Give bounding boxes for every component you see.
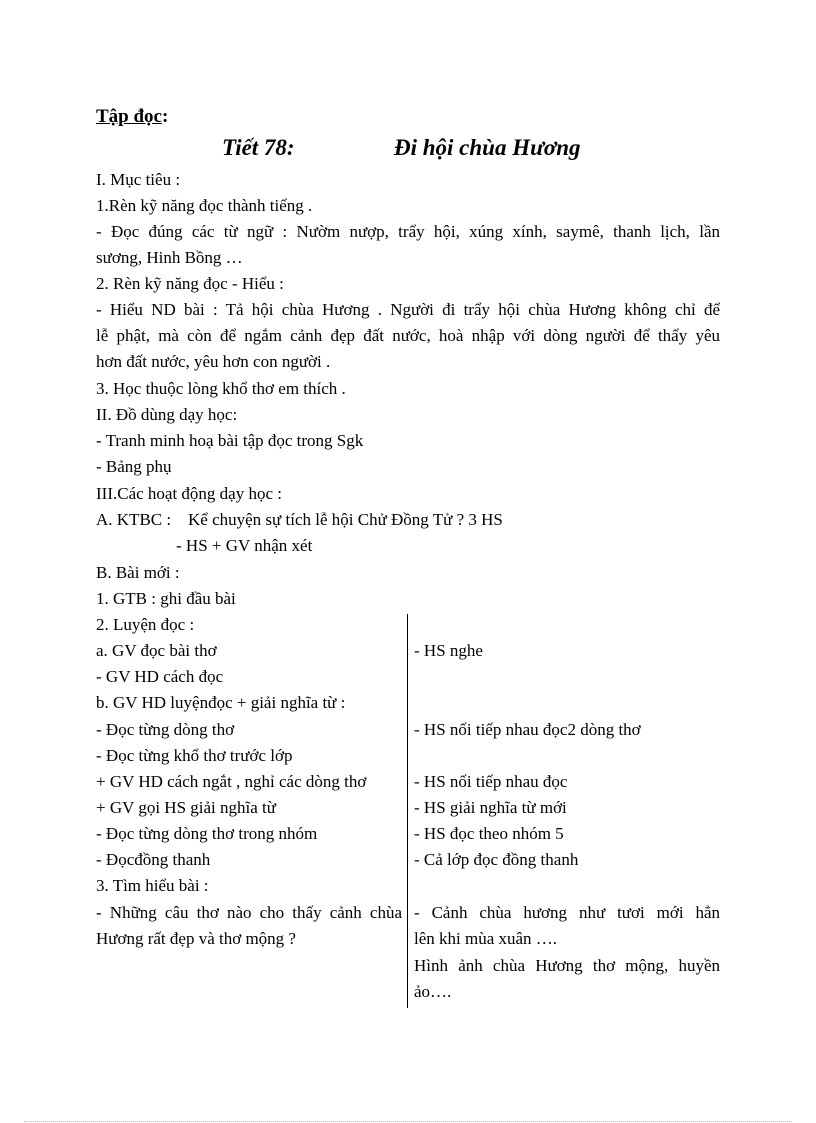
objective-2-line-1: - Hiểu ND bài : Tả hội chùa Hương . Người đi trẩy hội chùa Hương không chỉ để [96,300,720,319]
table-row-right: - HS nghe [414,641,483,660]
gtb-line: 1. GTB : ghi đầu bài [96,589,236,608]
objective-1-heading: 1.Rèn kỹ năng đọc thành tiếng . [96,196,313,215]
question-line-2: Hương rất đẹp và thơ mộng ? [96,929,296,948]
answer-line-1: - Cảnh chùa hương như tươi mới hẳn [414,903,720,922]
table-row-left: - Đọc từng dòng thơ trong nhóm [96,824,318,843]
materials-item-1: - Tranh minh hoạ bài tập đọc trong Sgk [96,431,364,450]
objectives-heading: I. Mục tiêu : [96,170,181,189]
materials-heading: II. Đồ dùng dạy học: [96,405,238,424]
question-line-1: - Những câu thơ nào cho thấy cảnh chùa [96,903,402,922]
answer-line-4: ảo…. [414,982,452,1001]
table-row-left: 3. Tìm hiểu bài : [96,876,209,895]
table-row-left: 2. Luyện đọc : [96,615,195,634]
page-bottom-border [24,1121,792,1122]
ktbc-label: A. KTBC : [96,510,172,529]
table-row-left: a. GV đọc bài thơ [96,641,217,660]
objective-1-line-2: sương, Hinh Bồng … [96,248,243,267]
objective-2-line-2: lễ phật, mà còn để ngắm cảnh đẹp đất nước, hoà nhập với dòng người để thấy yêu [96,326,720,345]
materials-item-2: - Bảng phụ [96,457,172,476]
objective-2-line-3: hơn đất nước, yêu hơn con người . [96,352,331,371]
answer-line-3: Hình ảnh chùa Hương thơ mộng, huyền [414,956,720,975]
ktbc-text: Kể chuyện sự tích lễ hội Chử Đồng Tử ? 3 HS [188,510,503,529]
subject-heading [96,104,168,130]
table-row-left: - Đọc từng dòng thơ [96,720,235,739]
answer-line-2: lên khi mùa xuân …. [414,929,558,948]
table-row-left: + GV gọi HS giải nghĩa từ [96,798,276,817]
objective-3: 3. Học thuộc lòng khổ thơ em thích . [96,379,346,398]
column-divider [407,614,408,1008]
table-row-left: + GV HD cách ngắt , nghỉ các dòng thơ [96,772,367,791]
objective-1-line-1: - Đọc đúng các từ ngữ : Nườm nượp, trẩy hội, xúng xính, saymê, thanh lịch, lần [96,222,720,241]
table-row-right: - HS nối tiếp nhau đọc2 dòng thơ [414,720,641,739]
activities-heading: III.Các hoạt động dạy học : [96,484,282,503]
table-row-left: - GV HD cách đọc [96,667,224,686]
table-row-left: b. GV HD luyệnđọc + giải nghĩa từ : [96,693,346,712]
subject-colon: : [162,106,169,127]
table-row-right: - HS nối tiếp nhau đọc [414,772,568,791]
subject-label: Tập đọc [96,106,162,127]
table-row-left: - Đọcđồng thanh [96,850,211,869]
objective-2-heading: 2. Rèn kỹ năng đọc - Hiểu : [96,274,284,293]
lesson-title: Đi hội chùa Hương [394,135,581,160]
table-row-left: - Đọc từng khổ thơ trước lớp [96,746,293,765]
table-row-right: - HS giải nghĩa từ mới [414,798,567,817]
lesson-number: Tiết 78: [222,135,295,160]
table-row-right: - HS đọc theo nhóm 5 [414,824,564,843]
ktbc-sub: - HS + GV nhận xét [176,536,313,555]
new-lesson-heading: B. Bài mới : [96,563,180,582]
table-row-right: - Cả lớp đọc đồng thanh [414,850,579,869]
